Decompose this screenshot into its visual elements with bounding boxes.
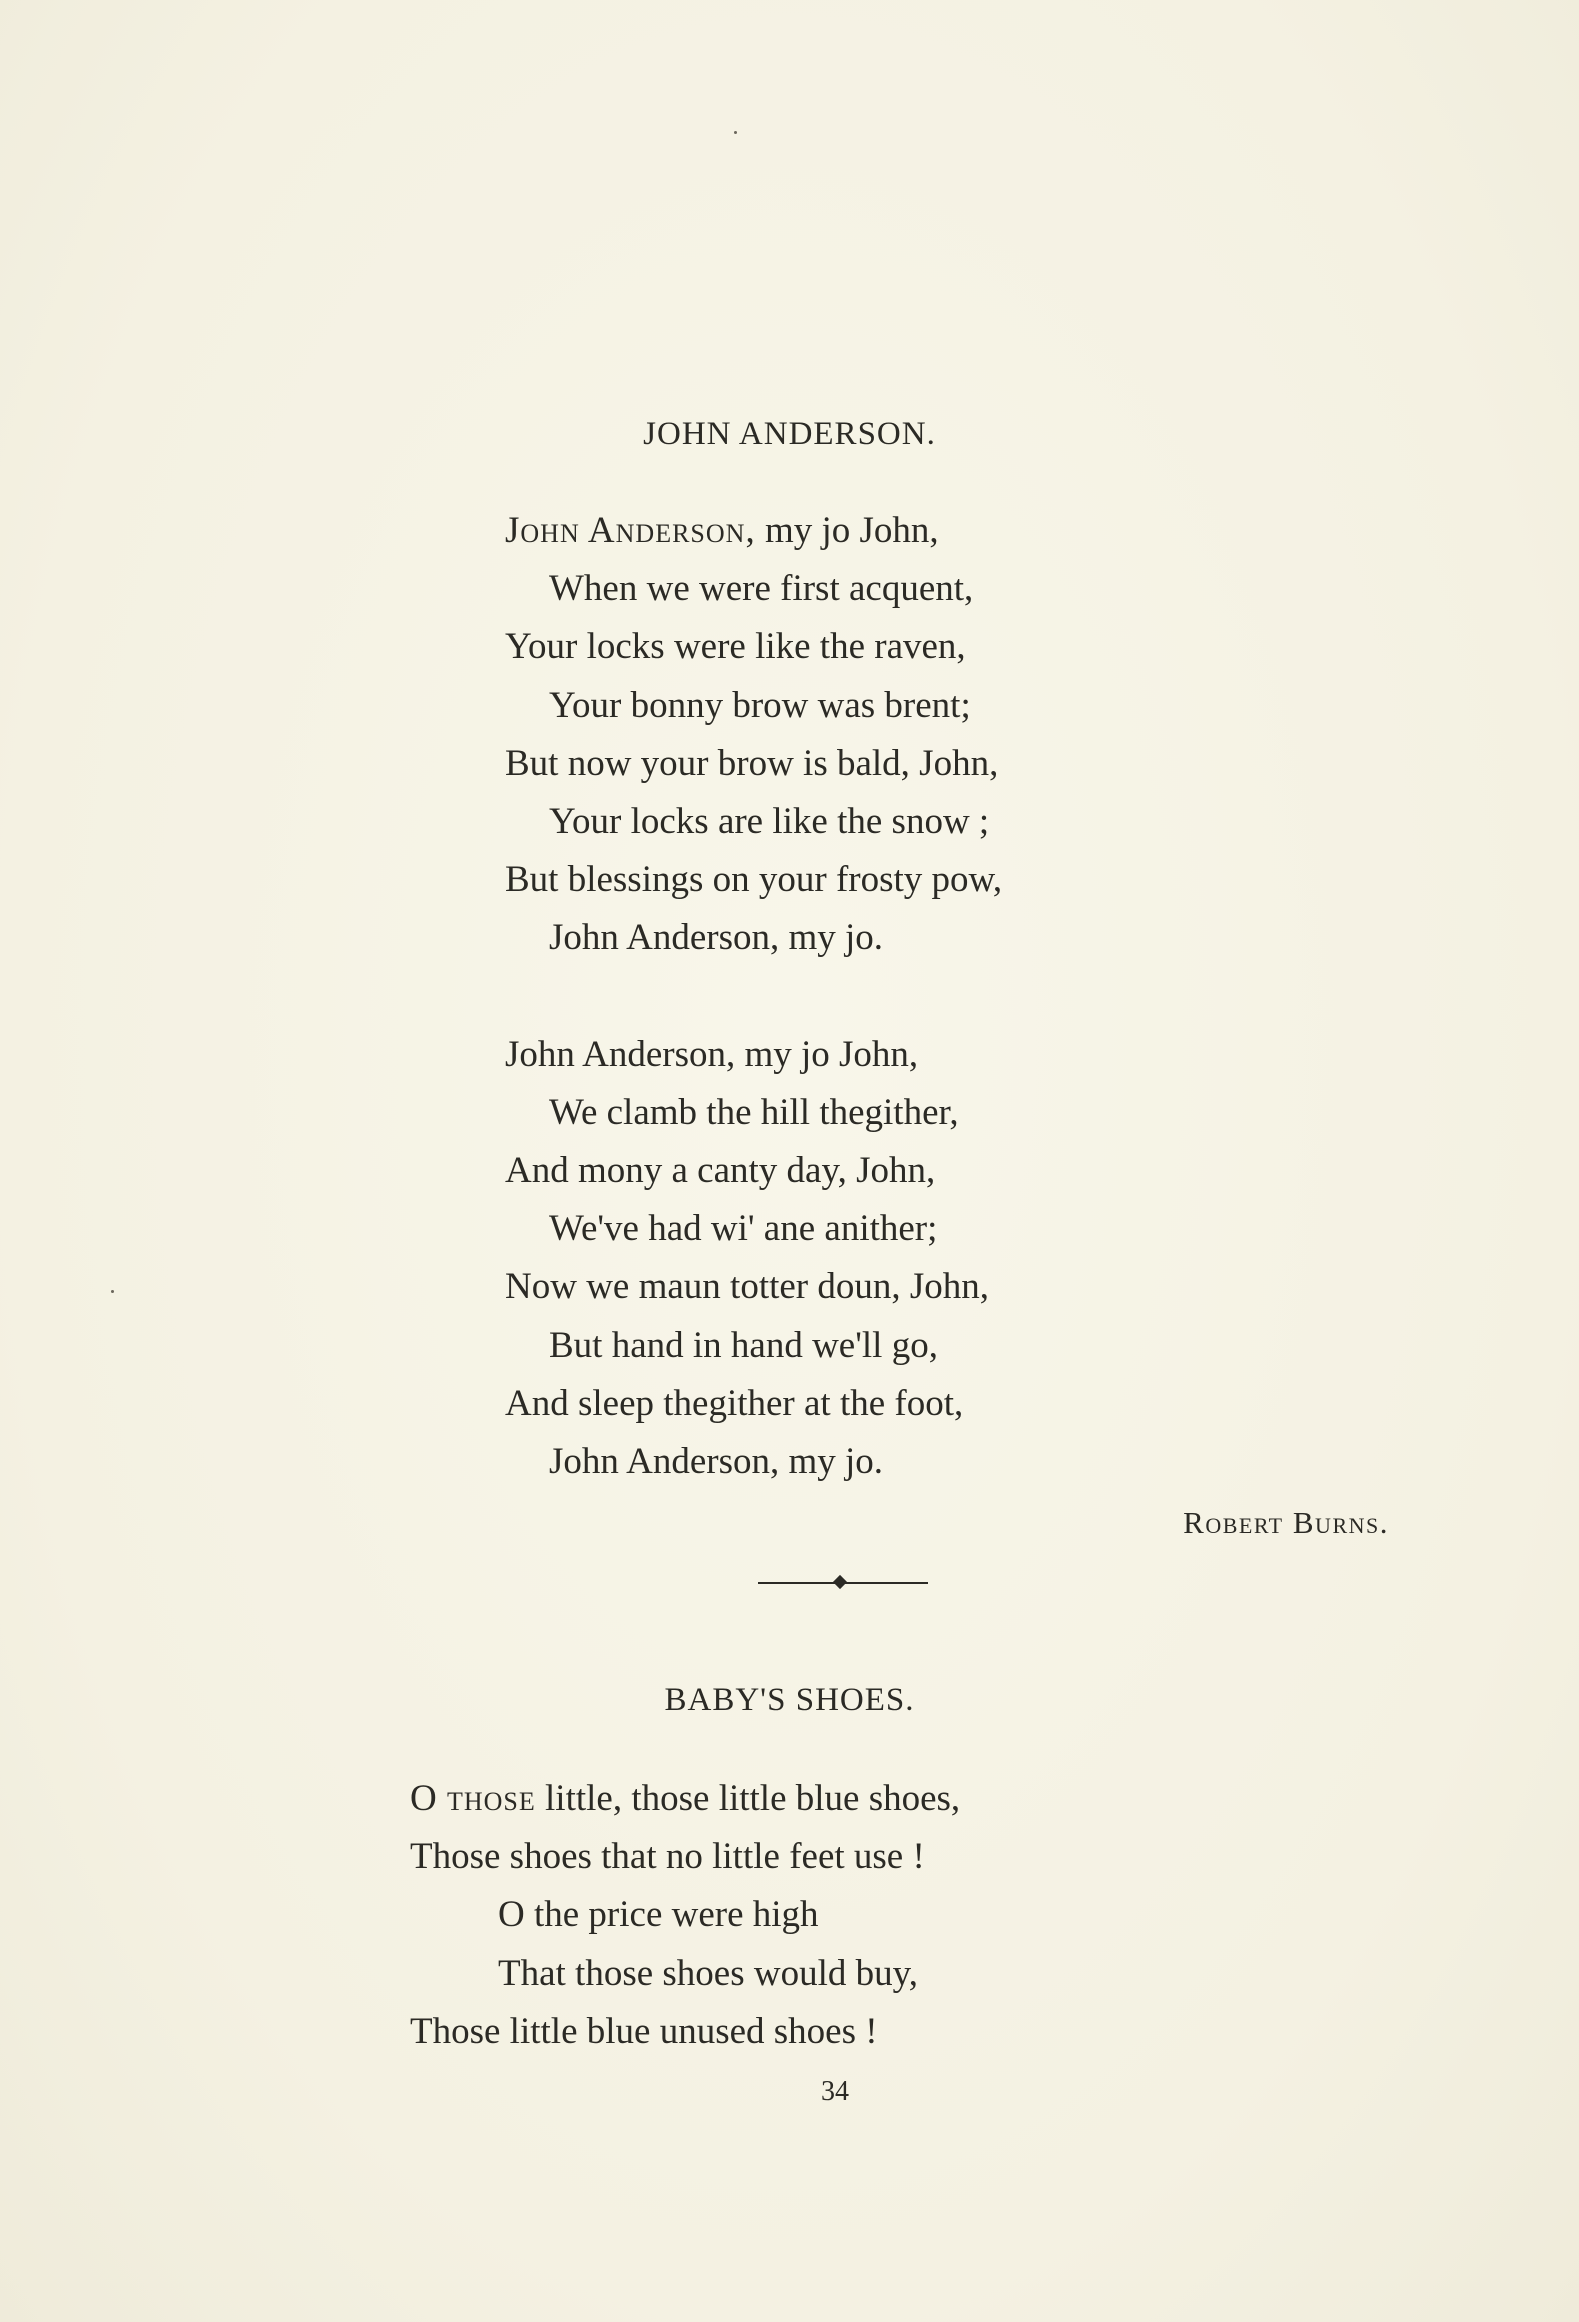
stanza-break <box>505 968 1002 1026</box>
poem-opening-letter: O <box>410 1778 437 1819</box>
poem-line: That those shoes would buy, <box>498 1952 918 1994</box>
poem-line: Now we maun totter doun, John, <box>505 1266 990 1308</box>
poem-line: Your locks are like the snow ; <box>549 800 990 842</box>
poem-line: But blessings on your frosty pow, <box>505 859 1003 901</box>
poem-line: And mony a canty day, John, <box>505 1150 936 1192</box>
poem-line: We clamb the hill thegither, <box>549 1091 959 1133</box>
print-speck <box>111 1290 114 1293</box>
poem-line: Those little blue unused shoes ! <box>410 2010 878 2052</box>
poem-line: We've had wi' ane anither; <box>549 1208 938 1250</box>
poem-line-rest: my jo John, <box>755 510 939 551</box>
poem-line: But now your brow is bald, John, <box>505 742 999 784</box>
poem-author: Robert Burns. <box>1183 1505 1389 1540</box>
poem-line: John Anderson, my jo. <box>549 917 884 959</box>
poem-title-john-anderson: JOHN ANDERSON. <box>643 416 936 452</box>
divider-diamond <box>833 1575 847 1589</box>
poem-line: But hand in hand we'll go, <box>549 1324 938 1366</box>
ornamental-divider <box>758 1576 928 1590</box>
poem-title-babys-shoes: BABY'S SHOES. <box>664 1682 915 1718</box>
poem-line: And sleep thegither at the foot, <box>505 1382 964 1424</box>
poem-opening-words: those <box>436 1778 536 1819</box>
poem-line: John Anderson, my jo. <box>549 1441 884 1482</box>
poem-line: John Anderson, my jo John, <box>505 1033 919 1075</box>
poem-line <box>410 1770 960 1828</box>
poem-opening-words: John Anderson, <box>505 510 756 551</box>
page-number: 34 <box>821 2076 849 2107</box>
poem-line: Your bonny brow was brent; <box>549 684 971 726</box>
poem-line: Those shoes that no little feet use ! <box>410 1836 925 1878</box>
poem-line: O the price were high <box>498 1894 819 1936</box>
poem-line: Your locks were like the raven, <box>505 626 966 668</box>
poem-line-rest: little, those little blue shoes, <box>535 1778 961 1819</box>
poem-john-anderson <box>505 502 1002 1491</box>
poem-line: When we were first acquent, <box>549 568 974 610</box>
print-speck <box>734 131 737 134</box>
poem-babys-shoes <box>410 1770 960 2061</box>
poem-line <box>505 502 1002 560</box>
